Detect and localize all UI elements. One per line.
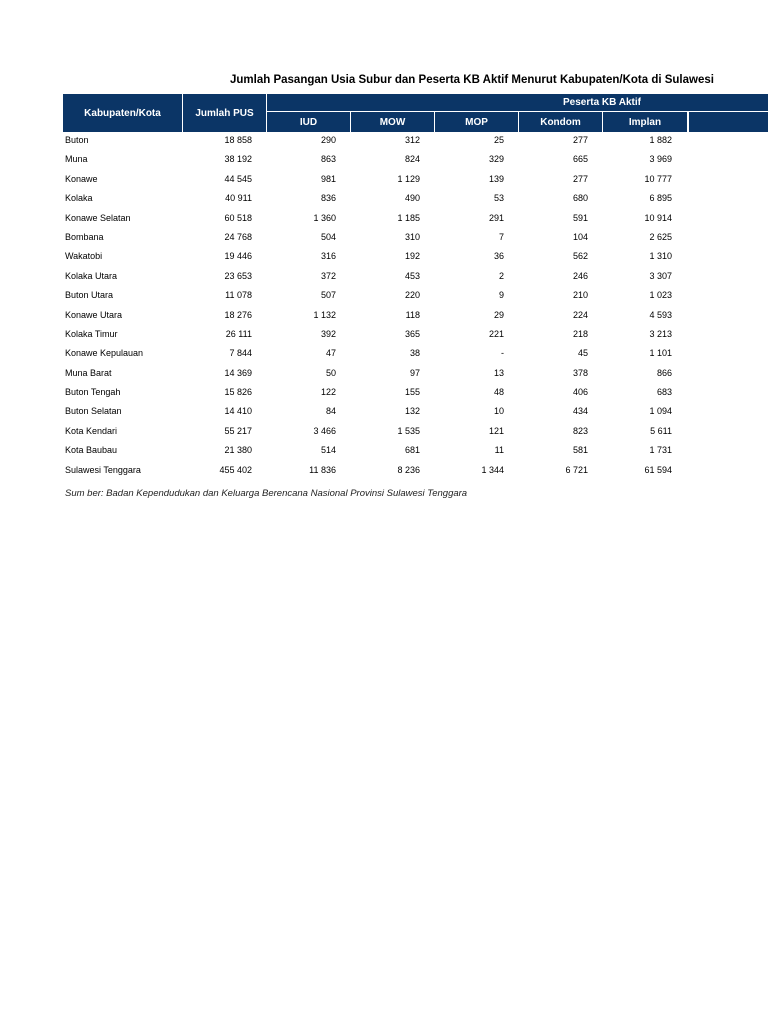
cell-mop: 1 344	[481, 464, 504, 475]
cell-implan: 61 594	[644, 464, 672, 475]
table-row	[0, 384, 768, 403]
cell-mop: 11	[494, 445, 504, 456]
cell-mow: 310	[404, 231, 420, 242]
header-kondom: Kondom	[519, 112, 603, 132]
table-row	[0, 151, 768, 170]
cell-mow: 155	[404, 387, 420, 398]
cell-name: Kolaka Timur	[65, 328, 118, 339]
cell-mow: 97	[409, 367, 420, 378]
cell-mop: 53	[493, 193, 504, 204]
cell-mow: 1 185	[397, 212, 420, 223]
cell-implan: 866	[656, 367, 672, 378]
cell-mop: 221	[488, 328, 504, 339]
cell-mow: 118	[405, 309, 420, 320]
cell-iud: 863	[320, 154, 336, 165]
cell-kondom: 378	[572, 367, 588, 378]
cell-mow: 132	[404, 406, 420, 417]
cell-pus: 14 369	[224, 367, 252, 378]
cell-mow: 365	[404, 328, 420, 339]
cell-kondom: 104	[572, 231, 588, 242]
cell-name: Bombana	[65, 231, 104, 242]
source-note: Sum ber: Badan Kependudukan dan Keluarga Berencana Nasional Provinsi Sulawesi Tenggara	[65, 488, 468, 499]
cell-kondom: 665	[572, 154, 588, 165]
table-row	[0, 171, 768, 190]
cell-pus: 44 545	[224, 173, 252, 184]
cell-implan: 683	[656, 387, 672, 398]
cell-kondom: 434	[572, 406, 588, 417]
cell-mop: 48	[493, 387, 504, 398]
cell-iud: 514	[320, 445, 336, 456]
cell-mow: 312	[404, 135, 420, 145]
header-peserta-label: Peserta KB Aktif	[563, 97, 641, 108]
table-row	[0, 365, 768, 384]
cell-implan: 2 625	[649, 231, 672, 242]
cell-name: Kolaka	[65, 193, 93, 204]
cell-mow: 220	[404, 290, 420, 301]
cell-name: Konawe Selatan	[65, 212, 131, 223]
cell-pus: 11 078	[225, 290, 252, 301]
cell-iud: 372	[320, 270, 336, 281]
cell-iud: 507	[320, 290, 336, 301]
cell-iud: 50	[325, 367, 336, 378]
cell-pus: 24 768	[224, 231, 252, 242]
table-row	[0, 462, 768, 481]
cell-iud: 290	[320, 135, 336, 145]
cell-mow: 1 129	[397, 173, 420, 184]
cell-mop: 121	[488, 425, 504, 436]
cell-mop: 2	[498, 270, 504, 281]
cell-name: Kota Baubau	[65, 445, 118, 456]
cell-iud: 84	[325, 406, 336, 417]
header-mop: MOP	[435, 112, 519, 132]
cell-mop: 29	[493, 309, 504, 320]
cell-mow: 453	[404, 270, 420, 281]
cell-kondom: 246	[572, 270, 588, 281]
cell-implan: 10 777	[644, 173, 672, 184]
cell-name: Buton Tengah	[65, 387, 121, 398]
cell-kondom: 45	[577, 348, 588, 359]
cell-mow: 8 236	[397, 464, 420, 475]
cell-name: Konawe Utara	[65, 309, 123, 320]
cell-iud: 1 360	[313, 212, 336, 223]
header-blank	[689, 112, 768, 132]
cell-mow: 192	[404, 251, 420, 262]
table-body	[0, 132, 768, 481]
table-row	[0, 345, 768, 364]
cell-name: Kolaka Utara	[65, 270, 118, 281]
header-kabupaten: Kabupaten/Kota	[63, 94, 182, 132]
cell-iud: 3 466	[313, 425, 336, 436]
cell-pus: 21 380	[224, 445, 252, 456]
cell-mop: 291	[488, 212, 504, 223]
cell-pus: 7 844	[229, 348, 252, 359]
table-row	[0, 307, 768, 326]
cell-pus: 38 192	[224, 154, 252, 165]
cell-mow: 490	[404, 193, 420, 204]
cell-mow: 1 535	[397, 425, 420, 436]
cell-name: Konawe	[65, 173, 98, 184]
table-row	[0, 190, 768, 209]
cell-iud: 316	[320, 251, 336, 262]
cell-name: Buton	[65, 135, 89, 145]
cell-name: Muna Barat	[65, 367, 112, 378]
cell-iud: 1 132	[313, 309, 336, 320]
header-jumlah-pus: Jumlah PUS	[183, 94, 266, 132]
cell-pus: 40 911	[225, 193, 252, 204]
cell-implan: 6 895	[649, 193, 672, 204]
cell-iud: 981	[320, 173, 336, 184]
cell-name: Wakatobi	[65, 251, 103, 262]
cell-iud: 392	[320, 328, 336, 339]
cell-iud: 47	[325, 348, 336, 359]
cell-name: Kota Kendari	[65, 425, 118, 436]
cell-implan: 1 731	[649, 445, 672, 456]
header-iud: IUD	[267, 112, 351, 132]
cell-name: Buton Selatan	[65, 406, 122, 417]
table-row	[0, 210, 768, 229]
cell-implan: 1 882	[649, 135, 672, 145]
cell-iud: 836	[320, 193, 336, 204]
cell-mop: 25	[493, 135, 504, 145]
cell-kondom: 6 721	[565, 464, 588, 475]
cell-name: Sulawesi Tenggara	[65, 464, 141, 475]
cell-iud: 504	[320, 231, 336, 242]
cell-kondom: 277	[572, 135, 588, 145]
header-peserta-kb	[267, 94, 768, 111]
cell-mop: 329	[488, 154, 504, 165]
cell-implan: 3 213	[649, 328, 672, 339]
table-row	[0, 248, 768, 267]
cell-name: Muna	[65, 154, 88, 165]
cell-kondom: 581	[572, 445, 588, 456]
cell-implan: 1 094	[649, 406, 672, 417]
cell-kondom: 224	[572, 309, 588, 320]
cell-pus: 60 518	[224, 212, 252, 223]
cell-kondom: 680	[572, 193, 588, 204]
cell-mop: -	[501, 348, 504, 359]
cell-mow: 38	[409, 348, 420, 359]
cell-mow: 681	[404, 445, 420, 456]
cell-pus: 15 826	[224, 387, 252, 398]
cell-kondom: 591	[572, 212, 588, 223]
cell-mop: 13	[493, 367, 504, 378]
cell-kondom: 406	[572, 387, 588, 398]
cell-implan: 3 307	[649, 270, 672, 281]
cell-mop: 10	[493, 406, 504, 417]
cell-mop: 139	[488, 173, 504, 184]
cell-name: Konawe Kepulauan	[65, 348, 144, 359]
cell-implan: 5 611	[650, 425, 672, 436]
table-row	[0, 423, 768, 442]
cell-kondom: 823	[572, 425, 588, 436]
cell-kondom: 562	[572, 251, 588, 262]
cell-name: Buton Utara	[65, 290, 114, 301]
cell-kondom: 277	[572, 173, 588, 184]
cell-iud: 11 836	[309, 464, 336, 475]
table-row	[0, 442, 768, 461]
cell-pus: 18 276	[224, 309, 252, 320]
table-title: Jumlah Pasangan Usia Subur dan Peserta KB Aktif Menurut Kabupaten/Kota di Sulawesi	[230, 74, 714, 86]
cell-iud: 122	[320, 387, 336, 398]
cell-pus: 14 410	[224, 406, 252, 417]
cell-pus: 19 446	[224, 251, 252, 262]
header-implan: Implan	[603, 112, 688, 132]
cell-mop: 9	[498, 290, 504, 301]
table-row	[0, 132, 768, 151]
cell-mop: 7	[498, 231, 504, 242]
cell-kondom: 210	[572, 290, 588, 301]
cell-pus: 18 858	[224, 135, 252, 145]
cell-pus: 55 217	[224, 425, 252, 436]
cell-implan: 4 593	[649, 309, 672, 320]
table-row	[0, 403, 768, 422]
cell-pus: 26 111	[225, 328, 252, 339]
cell-implan: 1 023	[649, 290, 672, 301]
cell-pus: 455 402	[219, 464, 252, 475]
table-row	[0, 287, 768, 306]
header-mow: MOW	[351, 112, 435, 132]
table-row	[0, 229, 768, 248]
cell-mop: 36	[493, 251, 504, 262]
cell-kondom: 218	[572, 328, 588, 339]
cell-implan: 1 310	[649, 251, 672, 262]
cell-implan: 1 101	[649, 348, 672, 359]
table-row	[0, 326, 768, 345]
cell-mow: 824	[404, 154, 420, 165]
cell-implan: 3 969	[649, 154, 672, 165]
table-row	[0, 268, 768, 287]
cell-implan: 10 914	[644, 212, 672, 223]
cell-pus: 23 653	[224, 270, 252, 281]
